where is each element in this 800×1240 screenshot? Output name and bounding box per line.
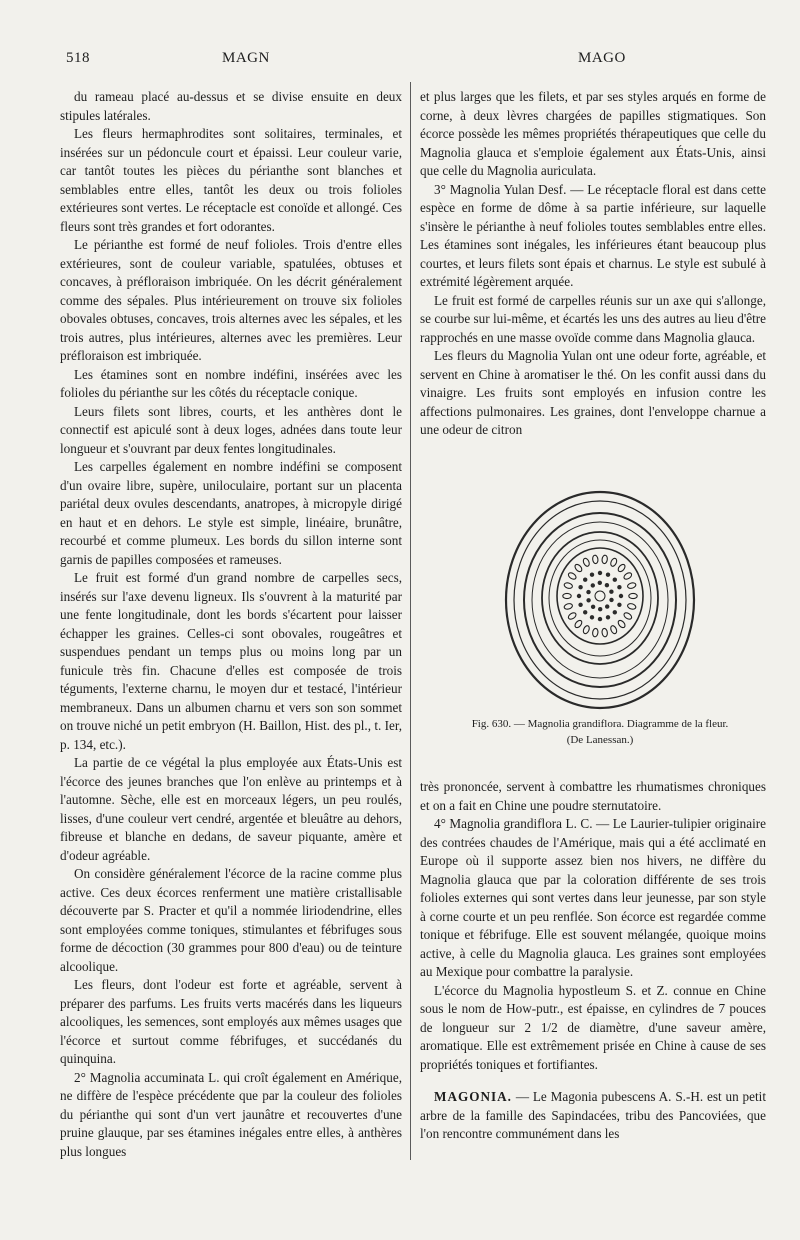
flower-diagram-figure (430, 488, 770, 773)
entry-text: — Le Magonia pubescens A. S.-H. est un petit arbre de la famille des Sapindacées, tribu des Pancoviées, que l'on rencontre communément dans les (420, 1089, 766, 1141)
carpel-mark (578, 603, 582, 607)
carpel-mark (606, 573, 610, 577)
right-running-head: MAGO (578, 50, 626, 66)
carpel-mark (613, 610, 617, 614)
stamen-mark (627, 582, 637, 589)
dictionary-entry (420, 1088, 766, 1144)
paragraph: L'écorce du Magnolia hypostleum S. et Z. connue en Chine sous le nom de How-putr., est épaisse, en cylindres de 7 pouces de longueur sur 2 1/2 de diamètre, d'une saveur amère, aromatique. Elle est extrêmement prisée en Chine à cause de ses propriétés toniques et fortifiantes. (420, 982, 766, 1072)
carpel-mark (617, 585, 621, 589)
right-column-top (420, 88, 766, 480)
carpel-mark (586, 590, 590, 594)
paragraph: 3° Magnolia Yulan Desf. — Le réceptacle floral est dans cette espèce en forme de dôme à sa partie inférieure, sur laquelle s'insère le périanthe à neuf folioles toutes semblables entre elles. Les étamines sont inégales, les inférieures étant beaucoup plus courtes, et leurs filets sont épais et charnus. Le style est subulé à extrémité légèrement arquée. (420, 181, 766, 289)
stamen-mark (567, 572, 577, 581)
stamen-mark (582, 557, 590, 567)
carpel-mark (577, 594, 581, 598)
stamen-mark (602, 555, 608, 564)
paragraph: très prononcée, servent à combattre les rhumatismes chroniques et on a fait en Chine une poudre sternutatoire. (420, 779, 766, 813)
paragraph: Les carpelles également en nombre indéfini se composent d'un ovaire libre, supère, uniloculaire, portant sur un placenta pariétal deux ovules descendants, anatropes, à micropyle dirigé en haut et en dehors. Le style est simple, linéaire, brunâtre, recourbé et comme plumeux. Les bords du sillon interne sont garnis de papilles composées et rameuses. (60, 459, 402, 567)
paragraph: Le fruit est formé d'un grand nombre de carpelles secs, insérés sur l'axe devenu ligneux. Ils s'ouvrent à la maturité par une fente longitudinale, dont les bords s'écartent pour laisser échapper les graines. Celles-ci sont obovales, rougeâtres et suspendues pendant un temps plus ou moins long par un funicule très fin. Chacune d'elles est composée de trois téguments, l'externe charnu, le moyen dur et testacé, l'intérieur membraneux. Dans un albumen charnu et vers son son sommet on trouve niché un petit embryon (H. Baillon, Hist. des pl., t. Ier, p. 134, etc.). (60, 570, 402, 752)
carpel-mark (591, 583, 595, 587)
carpel-mark (609, 590, 613, 594)
stamen-mark (623, 612, 633, 621)
stamen-mark (563, 593, 571, 598)
caption-source: (De Lanessan.) (566, 734, 634, 746)
stamen-mark (592, 628, 598, 637)
carpel-mark (583, 610, 587, 614)
stamen-mark (592, 555, 598, 564)
column-divider (410, 82, 411, 1160)
paragraph: On considère généralement l'écorce de la racine comme plus active. Ces deux écorces renferment une matière cristallisable découverte par S. Practer et qu'il a nommée liriodendrine, elles sont employées comme toniques, stimulantes et fébrifuges sous forme de décoction (30 grammes pour 800 d'eau) ou de teinture alcoolique. (60, 866, 402, 974)
stamen-mark (610, 625, 618, 635)
stamen-mark (564, 582, 574, 589)
stamen-mark (602, 628, 608, 637)
paragraph: Le périanthe est formé de neuf folioles. Trois d'entre elles extérieures, sont de couleur variable, spatulées, obtuses et concaves, à préfloraison imbriquée. On les décrit généralement comme des sépales. Plus intérieurement on trouve six folioles obovales obtuses, concaves, trois alternes avec les sépales, et les trois autres, plus intérieures, alternes avec les premières. Leur préfloraison est imbriquée. (60, 237, 402, 363)
left-running-head: MAGN (222, 50, 270, 66)
paragraph: Les fleurs, dont l'odeur est forte et agréable, servent à préparer des parfums. Les fruits verts macérés dans les liqueurs alcooliques, les semences, sont employés aux mêmes usages que l'écorce et surtout comme fébrifuges, et succédanés du quinquina. (60, 977, 402, 1066)
paragraph: La partie de ce végétal la plus employée aux États-Unis est l'écorce des jeunes branches que l'on enlève au printemps et à l'automne. Sèche, elle est en morceaux légers, un peu roulés, lisses, d'une couleur vert cendré, argentée et bleuâtre au dehors, fibreuse et blanche en dedans, de saveur piquante, amère et d'odeur agréable. (60, 755, 402, 863)
right-column-bottom (420, 778, 766, 1173)
paragraph: et plus larges que les filets, et par ses styles arqués en forme de corne, à deux lèvres chargées de papilles stigmatiques. Son écorce possède les mêmes propriétés thérapeutiques que celle du Magnolia glauca et s'emploie également aux États-Unis, ainsi que celle du Magnolia auriculata. (420, 89, 766, 178)
carpel-mark (613, 578, 617, 582)
carpel-mark (578, 585, 582, 589)
carpel-mark (605, 604, 609, 608)
carpel-mark (598, 607, 602, 611)
entry-headword: MAGONIA. (434, 1089, 512, 1104)
figure-caption (430, 716, 770, 748)
carpel-mark (598, 571, 602, 575)
stamen-mark (574, 563, 583, 573)
carpel-mark (619, 594, 623, 598)
carpel-mark (605, 583, 609, 587)
stamen-mark (629, 593, 637, 598)
stamen-mark (574, 619, 583, 629)
carpel-mark (583, 578, 587, 582)
stamen-mark (617, 563, 626, 573)
page-number: 518 (66, 50, 90, 66)
carpel-mark (606, 615, 610, 619)
stamen-mark (582, 625, 590, 635)
paragraph: Leurs filets sont libres, courts, et les anthères dont le connectif est apiculé sont à deux loges, adnées dans toute leur longueur et s'ouvrant par deux fentes longitudinales. (60, 403, 402, 456)
paragraph: Le fruit est formé de carpelles réunis sur un axe qui s'allonge, se courbe sur lui-même, et écartés les uns des autres au lieu d'être rapprochés en une masse ovoïde comme dans Magnolia glauca. (420, 292, 766, 345)
stamen-mark (610, 557, 618, 567)
carpel-mark (598, 581, 602, 585)
carpel-mark (598, 617, 602, 621)
paragraph: Les fleurs hermaphrodites sont solitaires, terminales, et insérées sur un pédoncule court et épaissi. Leur couleur varie, car tantôt toutes les pièces du périanthe sont blanches et semblables entre elles, tantôt les deux ou trois folioles extérieures sont vertes. Le réceptacle est conoïde et allongé. Ces fleurs sont très grandes et fort odorantes. (60, 126, 402, 234)
running-header (0, 50, 800, 76)
left-column (60, 88, 402, 1168)
paragraph: Les fleurs du Magnolia Yulan ont une odeur forte, agréable, et servent en Chine à aromatiser le thé. On les confit aussi dans du vinaigre. Les fruits sont employés en infusion contre les affections pulmonaires. Les graines, dont l'enveloppe charnue a une odeur de citron (420, 348, 766, 437)
paragraph: 2° Magnolia accuminata L. qui croît également en Amérique, ne diffère de l'espèce précédente que par la couleur des folioles du périanthe qui sont d'un vert jaunâtre et recouvertes d'une pruine glauque, par ses étamines inégales entre elles, à anthères plus longues (60, 1069, 402, 1159)
stamen-mark (627, 603, 637, 610)
carpel-mark (609, 598, 613, 602)
stamen-mark (623, 572, 633, 581)
carpel-mark (617, 603, 621, 607)
stamen-mark (564, 603, 574, 610)
paragraph: 4° Magnolia grandiflora L. C. — Le Laurier-tulipier originaire des contrées chaudes de l'Amérique, mais qui a été acclimaté en Europe où il supporte assez bien nos hivers, ne diffère du Magnolia glauca que par la coloration différente de ses trois folioles externes qui sont vertes dans leur jeunesse, par son style à corne courte et un peu renflée. Son écorce est regardée comme tonique et fébrifuge. Elle est souvent mélangée, quoique moins active, à celle du Magnolia glauca. Les graines sont employées au Mexique pour combattre la paralysie. (420, 816, 766, 979)
carpel-mark (591, 605, 595, 609)
stamen-mark (617, 619, 626, 629)
carpel-mark (590, 615, 594, 619)
carpel-mark (590, 573, 594, 577)
magnolia-flower-diagram (500, 488, 700, 713)
stamen-mark (567, 612, 577, 621)
paragraph: Les étamines sont en nombre indéfini, insérées avec les folioles du périanthe sur les côtés du réceptacle conique. (60, 366, 402, 400)
paragraph: du rameau placé au-dessus et se divise ensuite en deux stipules latérales. (60, 89, 402, 123)
caption-line: Fig. 630. — Magnolia grandiflora. Diagramme de la fleur. (471, 718, 729, 730)
carpel-mark (586, 598, 590, 602)
